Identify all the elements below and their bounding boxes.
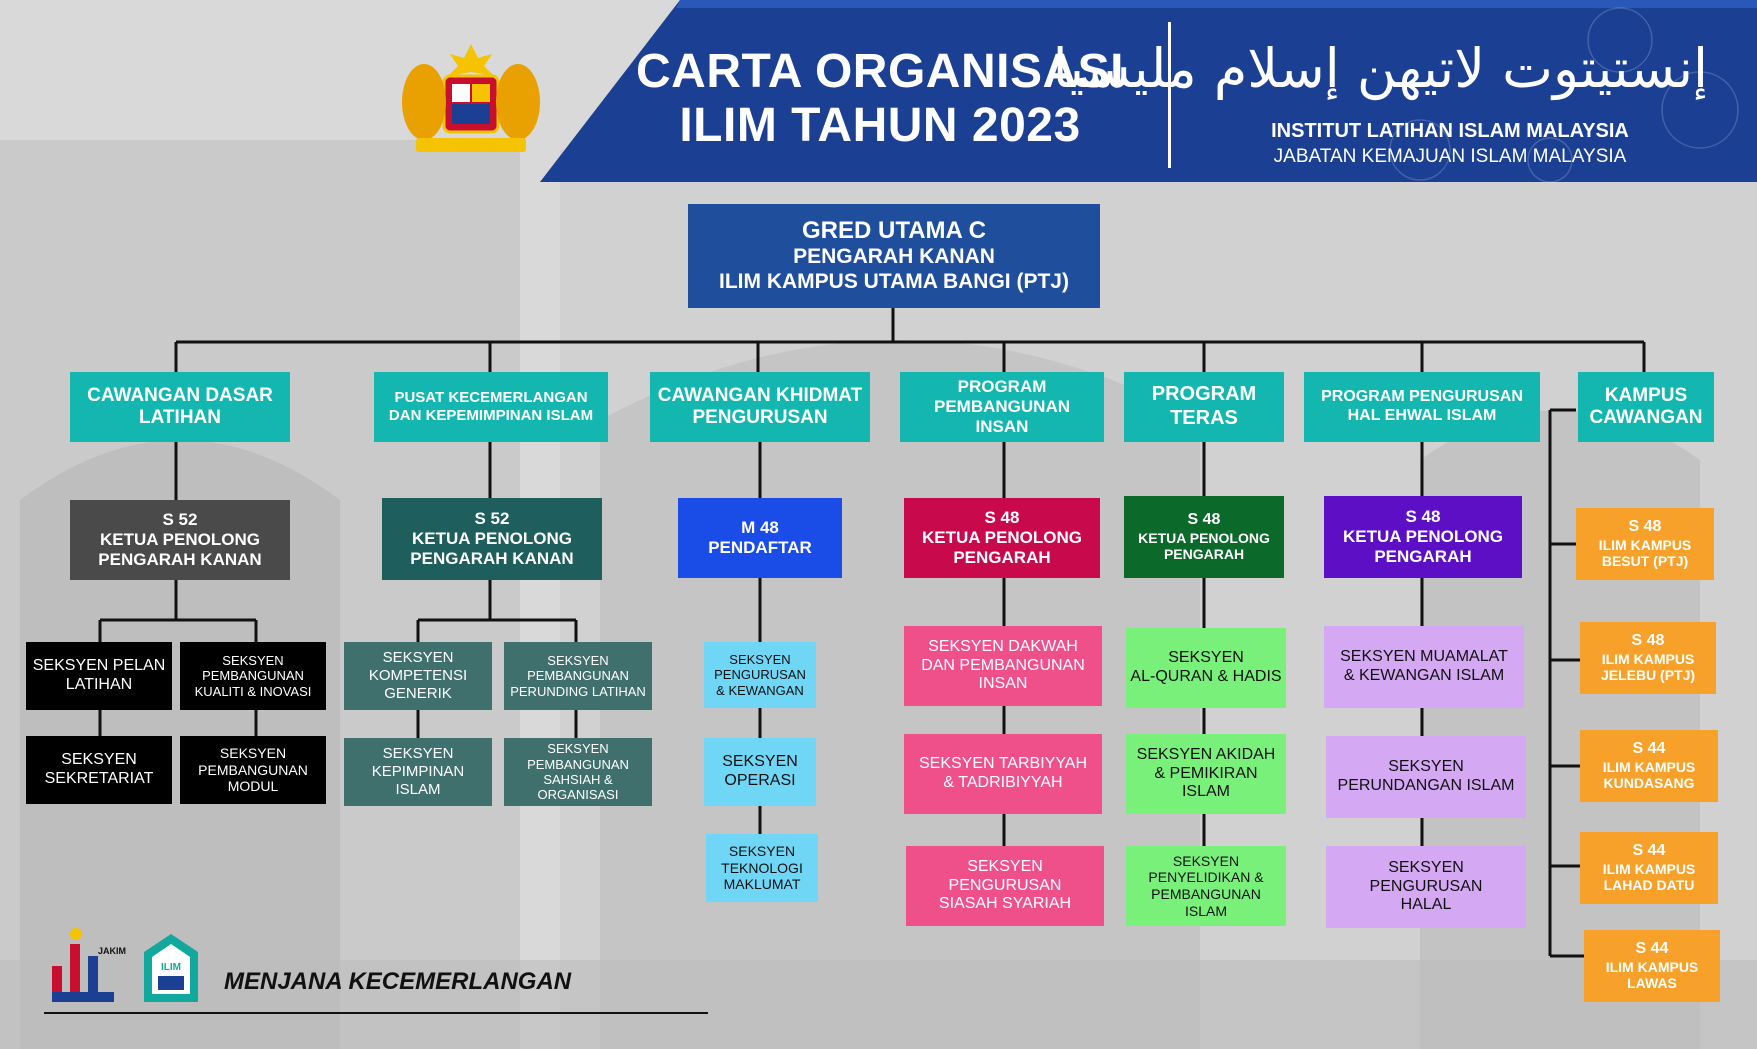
unit-seksyen-penyelidikan: [1126, 846, 1286, 926]
node-line: SEKSYEN PENGURUSAN: [1369, 858, 1483, 895]
unit-seksyen-sekretariat: [26, 736, 172, 804]
node-line: DAN PEMBANGUNAN: [921, 656, 1085, 674]
node-line: S 44: [1632, 740, 1666, 758]
node-line: TEKNOLOGI: [721, 859, 803, 876]
node-line: S 52: [474, 508, 510, 528]
node-line: & PEMIKIRAN ISLAM: [1154, 764, 1258, 801]
node-line: S 48: [984, 507, 1020, 527]
node-line: KETUA PENOLONG: [1343, 526, 1503, 546]
node-line: ILIM KAMPUS: [1602, 860, 1696, 877]
ilim-arabic-logotype: إنستيتوت لاتيهن إسلام مليسيا: [1052, 37, 1708, 100]
unit-seksyen-perundangan-islam: [1326, 736, 1526, 818]
head-program-pengurusan-hal-ehwal: [1304, 372, 1540, 442]
node-line: MODUL: [227, 778, 279, 795]
node-line: SIASAH SYARIAH: [938, 895, 1072, 913]
node-line: SEKSYEN: [61, 751, 137, 769]
node-line: SEKSYEN: [382, 649, 454, 667]
node-line: AL-QURAN & HADIS: [1130, 668, 1282, 685]
node-line: PEMBANGUNAN: [202, 668, 304, 684]
node-line: PENGARAH: [953, 548, 1051, 568]
head-pusat-kecemerlangan: [374, 372, 608, 442]
node-line: KAMPUS: [1604, 384, 1688, 406]
node-line: SEKSYEN MUAMALAT: [1340, 648, 1508, 666]
node-line: ILIM KAMPUS: [1602, 758, 1696, 775]
unit-seksyen-sahsiah-organisasi: [504, 738, 652, 806]
unit-seksyen-akidah: [1126, 734, 1286, 814]
node-line: SEKSYEN: [1172, 852, 1240, 869]
node-line: JELEBU (PTJ): [1600, 667, 1696, 684]
node-line: CAWANGAN DASAR: [87, 384, 273, 406]
malaysia-crest-icon: [396, 40, 546, 160]
campus-besut: [1576, 508, 1714, 580]
unit-seksyen-siasah-syariah: [906, 846, 1104, 926]
node-line: & KEWANGAN: [716, 682, 804, 698]
node-line: DAN KEPEMIMPINAN ISLAM: [388, 407, 594, 424]
unit-seksyen-pelan-latihan: [26, 642, 172, 710]
node-line: & KEWANGAN ISLAM: [1343, 667, 1505, 684]
unit-seksyen-muamalat: [1324, 626, 1524, 708]
campus-kundasang: [1580, 730, 1718, 802]
node-line: GENERIK: [384, 684, 452, 702]
node-line: PENGURUSAN: [692, 407, 828, 428]
node-line: SEKSYEN: [722, 753, 798, 771]
node-line: PEMBANGUNAN: [527, 668, 629, 684]
node-line: S 48: [1187, 511, 1221, 529]
unit-seksyen-kualiti-inovasi: [180, 642, 326, 710]
node-line: SEKSYEN: [1168, 649, 1244, 667]
node-line: PENDAFTAR: [708, 538, 812, 557]
node-line: S 48: [1628, 518, 1662, 536]
officer-s48-teras: [1124, 496, 1284, 578]
ilim-logo: [136, 930, 206, 1006]
unit-seksyen-perunding-latihan: [504, 642, 652, 710]
node-line: PENGURUSAN: [714, 667, 806, 683]
node-pengarah-kanan: [688, 204, 1100, 308]
node-line: CAWANGAN KHIDMAT: [657, 384, 863, 406]
node-line: PENGARAH KANAN: [98, 550, 262, 570]
node-line: SAHSIAH & ORGANISASI: [537, 772, 619, 803]
officer-s48-hal-ehwal: [1324, 496, 1522, 578]
officer-s52-dasar: [70, 500, 290, 580]
node-line: SEKSYEN PELAN: [32, 657, 166, 675]
node-line: KUALITI & INOVASI: [194, 683, 312, 699]
node-line: S 52: [162, 509, 198, 529]
node-line: KUNDASANG: [1603, 775, 1695, 792]
jakim-logo: [48, 926, 127, 1006]
campus-lawas: [1584, 930, 1720, 1002]
node-line: S 48: [1631, 632, 1665, 650]
unit-seksyen-teknologi-maklumat: [706, 834, 818, 902]
node-line: INSAN: [978, 675, 1028, 693]
campus-lahad-datu: [1580, 832, 1718, 904]
chart-title-line1: CARTA ORGANISASI: [636, 45, 1124, 98]
node-line: BESUT (PTJ): [1601, 553, 1689, 570]
node-line: PENGARAH KANAN: [793, 245, 995, 269]
node-line: ILIM KAMPUS: [1605, 958, 1699, 975]
officer-s48-insan: [904, 498, 1100, 578]
node-line: PENGARAH KANAN: [410, 549, 574, 569]
node-line: LATIHAN: [65, 676, 133, 693]
node-line: ILIM KAMPUS UTAMA BANGI (PTJ): [719, 270, 1069, 294]
node-line: PROGRAM: [957, 376, 1047, 396]
node-line: OPERASI: [724, 772, 796, 789]
node-line: LATIHAN: [139, 407, 221, 428]
node-line: SEKSYEN TARBIYYAH: [918, 755, 1088, 773]
node-line: PROGRAM: [1151, 383, 1257, 406]
footer-rule: [44, 1012, 708, 1014]
node-line: KETUA PENOLONG: [412, 528, 572, 548]
node-line: SEKSYEN DAKWAH: [928, 637, 1078, 655]
campus-jelebu: [1580, 622, 1716, 694]
node-line: ILIM KAMPUS: [1598, 536, 1692, 553]
head-program-pembangunan-insan: [900, 372, 1104, 442]
unit-seksyen-kepimpinan-islam: [344, 738, 492, 806]
node-line: SEKSYEN: [382, 745, 454, 763]
node-line: SEKSYEN: [547, 653, 609, 668]
node-line: M 48: [741, 517, 779, 537]
head-cawangan-khidmat-pengurusan: [650, 372, 870, 442]
node-line: PEMBANGUNAN: [934, 396, 1070, 416]
node-line: KETUA PENOLONG: [922, 527, 1082, 547]
node-line: ILIM KAMPUS: [1601, 650, 1695, 667]
unit-seksyen-pembangunan-modul: [180, 736, 326, 804]
unit-seksyen-operasi: [704, 738, 816, 806]
node-line: HALAL: [1400, 896, 1452, 914]
node-line: KETUA PENOLONG: [1138, 529, 1270, 546]
unit-seksyen-al-quran-hadis: [1126, 628, 1286, 708]
node-line: KOMPETENSI: [368, 667, 468, 685]
node-line: S 44: [1635, 940, 1669, 958]
node-line: SEKSYEN: [1388, 758, 1464, 776]
officer-s52-pusat: [382, 498, 602, 580]
unit-seksyen-tarbiyyah: [904, 734, 1102, 814]
department-name: JABATAN KEMAJUAN ISLAM MALAYSIA: [1273, 146, 1627, 167]
node-line: PROGRAM PENGURUSAN: [1321, 388, 1523, 406]
unit-seksyen-pengurusan-halal: [1326, 846, 1526, 928]
node-line: SEKSYEN: [729, 652, 791, 667]
node-line: PENYELIDIKAN &: [1148, 869, 1264, 886]
node-line: KEPIMPINAN ISLAM: [371, 763, 465, 798]
node-line: S 48: [1405, 506, 1441, 526]
node-line: PEMBANGUNAN: [527, 756, 629, 772]
node-line: SEKRETARIAT: [44, 770, 154, 787]
node-line: SEKSYEN AKIDAH: [1136, 745, 1276, 763]
node-line: PENGARAH: [1374, 547, 1472, 567]
node-line: PEMBANGUNAN ISLAM: [1151, 886, 1261, 919]
node-line: SEKSYEN: [728, 843, 796, 860]
node-line: MAKLUMAT: [723, 876, 801, 893]
unit-seksyen-kompetensi-generik: [344, 642, 492, 710]
slogan: MENJANA KECEMERLANGAN: [224, 968, 572, 995]
node-line: SEKSYEN: [222, 653, 284, 668]
node-line: & TADRIBIYYAH: [943, 774, 1063, 791]
node-line: SEKSYEN PENGURUSAN: [948, 857, 1062, 894]
node-line: PENGARAH: [1163, 546, 1245, 563]
unit-seksyen-dakwah: [904, 626, 1102, 706]
node-line: PERUNDING LATIHAN: [510, 683, 646, 699]
head-cawangan-dasar-latihan: [70, 372, 290, 442]
node-line: HAL EHWAL ISLAM: [1347, 407, 1497, 424]
jakim-logo-label: JAKIM: [98, 946, 127, 956]
node-line: LAWAS: [1627, 975, 1677, 992]
node-line: PEMBANGUNAN: [198, 761, 308, 778]
institute-name: INSTITUT LATIHAN ISLAM MALAYSIA: [1271, 120, 1629, 142]
node-line: PERUNDANGAN ISLAM: [1337, 777, 1515, 794]
node-line: CAWANGAN: [1589, 407, 1703, 428]
node-line: S 44: [1632, 842, 1666, 860]
node-line: GRED UTAMA C: [802, 217, 986, 245]
node-line: LAHAD DATU: [1603, 877, 1695, 894]
officer-m48-pendaftar: [678, 498, 842, 578]
node-line: SEKSYEN: [547, 741, 609, 757]
ilim-logo-label: ILIM: [161, 962, 181, 973]
node-line: PUSAT KECEMERLANGAN: [394, 389, 588, 407]
node-line: SEKSYEN: [219, 745, 287, 762]
node-line: KETUA PENOLONG: [100, 529, 260, 549]
head-program-teras: [1124, 372, 1284, 442]
node-line: INSAN: [975, 417, 1029, 437]
head-kampus-cawangan: [1578, 372, 1714, 442]
chart-title-line2: ILIM TAHUN 2023: [679, 99, 1081, 152]
node-line: TERAS: [1170, 407, 1238, 429]
unit-seksyen-pengurusan-kewangan: [704, 642, 816, 708]
